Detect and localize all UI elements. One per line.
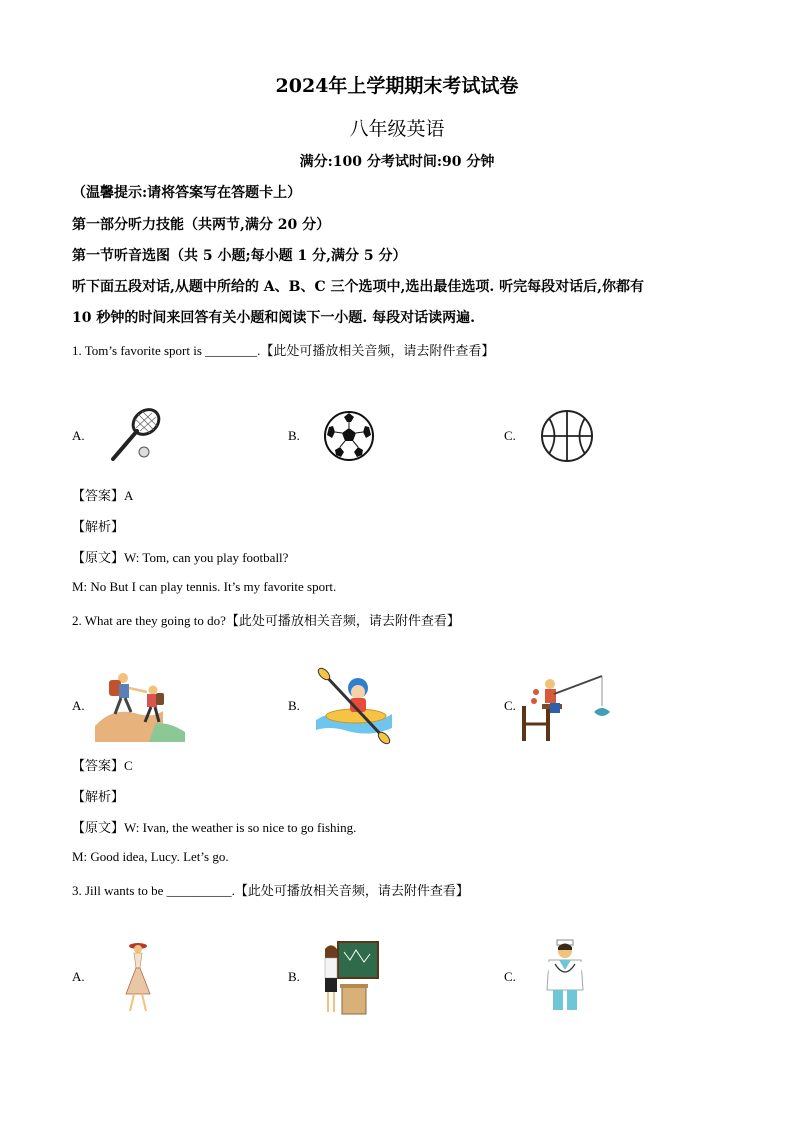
fashion-model-icon[interactable] (118, 940, 158, 1012)
basketball-icon[interactable] (540, 409, 594, 463)
notice: （温馨提示:请将答案写在答题卡上） (72, 185, 302, 201)
soccer-ball-icon[interactable] (323, 410, 375, 462)
question-2-stem: 2. What are they going to do?【此处可播放相关音频，请去附件查看】 (72, 613, 460, 628)
fishing-icon[interactable] (520, 666, 608, 742)
q3-option-b-label: B. (288, 969, 300, 984)
q1-script-m: M: No But I can play tennis. It’s my favorite sport. (72, 579, 337, 594)
score-time: 满分:100 分考试时间:90 分钟 (299, 154, 495, 170)
tennis-racket-icon[interactable] (108, 404, 168, 464)
q1-option-c-label: C. (504, 428, 516, 443)
q3-option-a-label: A. (72, 969, 85, 984)
q2-analysis: 【解析】 (72, 789, 125, 804)
q1-option-a-label: A. (72, 428, 85, 443)
q2-option-b-label: B. (288, 698, 300, 713)
part-heading: 第一部分听力技能（共两节,满分 20 分） (72, 217, 331, 233)
kayaking-icon[interactable] (314, 668, 394, 742)
instructions-line-1: 听下面五段对话,从题中所给的 A、B、C 三个选项中,选出最佳选项. 听完每段对话后,你都有 (72, 279, 644, 295)
q1-analysis: 【解析】 (72, 519, 125, 534)
q2-script-m: M: Good idea, Lucy. Let’s go. (72, 849, 229, 864)
q1-script-w: 【原文】W: Tom, can you play football? (72, 550, 289, 565)
q3-option-c-label: C. (504, 969, 516, 984)
teacher-icon[interactable] (320, 940, 382, 1014)
q2-option-a-label: A. (72, 698, 85, 713)
q2-option-c-label: C. (504, 698, 516, 713)
question-1-stem: 1. Tom’s favorite sport is ________.【此处可播放相关音频，请去附件查看】 (72, 343, 495, 358)
hiking-icon[interactable] (93, 666, 187, 742)
q2-script-w: 【原文】W: Ivan, the weather is so nice to go fishing. (72, 820, 357, 835)
q1-option-b-label: B. (288, 428, 300, 443)
instructions-line-2: 10 秒钟的时间来回答有关小题和阅读下一小题. 每段对话读两遍. (72, 310, 475, 326)
q2-answer: 【答案】C (72, 758, 133, 773)
section-heading: 第一节听音选图（共 5 小题;每小题 1 分,满分 5 分） (72, 248, 407, 264)
exam-subtitle: 八年级英语 (349, 118, 445, 140)
question-3-stem: 3. Jill wants to be __________.【此处可播放相关音频，请去附件查看】 (72, 883, 469, 898)
doctor-icon[interactable] (537, 940, 593, 1012)
exam-title: 2024年上学期期末考试试卷 (275, 75, 519, 97)
q1-answer: 【答案】A (72, 488, 134, 503)
